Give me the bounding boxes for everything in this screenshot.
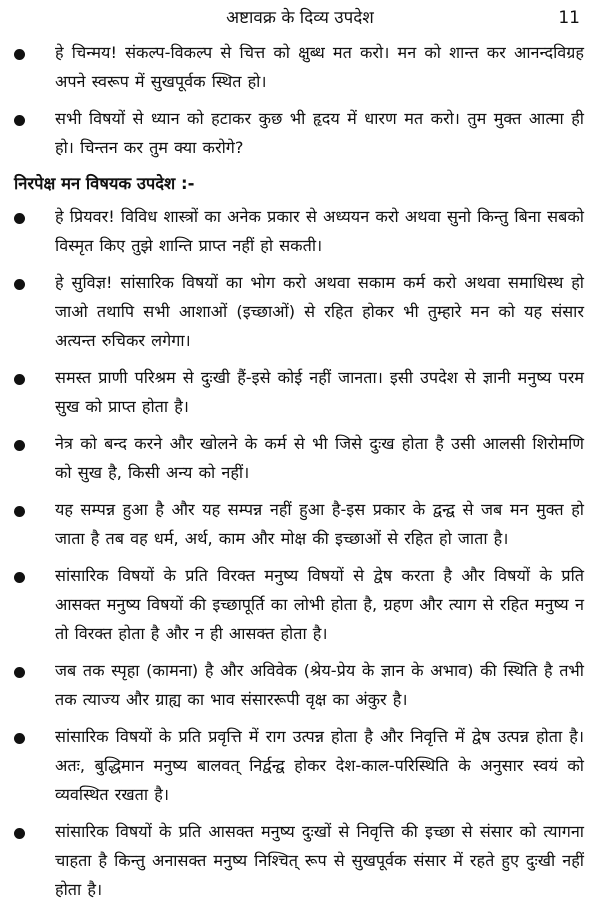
bullet-item [0, 817, 600, 904]
bullet-text: सांसारिक विषयों के प्रति विरक्त मनुष्य विषयों से द्वेष करता है और विषयों के प्रति आसक्त मनुष्य विषयों की इच्छापूर्ति का लोभी होता है, ग्रहण और त्याग से रहित मनुष्य न तो विरक्त होता है और न ही आसक्त होता है। [55, 566, 584, 643]
bullet-item [0, 722, 600, 809]
section-heading: निरपेक्ष मन विषयक उपदेश :- [14, 174, 195, 193]
bullet-item [0, 429, 600, 487]
bullet-text: हे सुविज्ञ! सांसारिक विषयों का भोग करो अथवा सकाम कर्म करो अथवा समाधिस्थ हो जाओ तथापि सभी आशाओं (इच्छाओं) से रहित होकर भी तुम्हारे मन को यह संसार अत्यन्त रुचिकर लगेगा। [55, 273, 584, 350]
bullet-icon [14, 828, 25, 839]
bullet-text: हे प्रियवर! विविध शास्त्रों का अनेक प्रकार से अध्ययन करो अथवा सुनो किन्तु बिना सबको विस्मृत किए तुझे शान्ति प्राप्त नहीं हो सकती। [55, 207, 584, 255]
bullet-icon [14, 49, 25, 60]
page-number: 11 [558, 8, 580, 28]
bullet-text: सांसारिक विषयों के प्रति आसक्त मनुष्य दुःखों से निवृत्ति की इच्छा से संसार को त्यागना चाहता है किन्तु अनासक्त मनुष्य निश्चित् रूप से सुखपूर्वक संसार में रहते हुए दुःखी नहीं होता है। [55, 822, 584, 899]
bullet-text: यह सम्पन्न हुआ है और यह सम्पन्न नहीं हुआ है-इस प्रकार के द्वन्द्व से जब मन मुक्त हो जाता है तब वह धर्म, अर्थ, काम और मोक्ष की इच्छाओं से रहित हो जाता है। [55, 500, 584, 548]
bullet-text: हे चिन्मय! संकल्प-विकल्प से चित्त को क्षुब्ध मत करो। मन को शान्त कर आनन्दविग्रह अपने स्वरूप में सुखपूर्वक स्थित हो। [55, 43, 584, 91]
bullet-icon [14, 440, 25, 451]
bullet-item [0, 104, 600, 162]
bullet-item [0, 561, 600, 648]
page-body [0, 38, 600, 912]
bullet-item [0, 363, 600, 421]
bullet-icon [14, 213, 25, 224]
bullet-item [0, 38, 600, 96]
running-title: अष्टावक्र के दिव्य उपदेश [226, 8, 374, 28]
bullet-text: समस्त प्राणी परिश्रम से दुःखी हैं-इसे कोई नहीं जानता। इसी उपदेश से ज्ञानी मनुष्य परम सुख को प्राप्त होता है। [55, 368, 584, 416]
bullet-icon [14, 506, 25, 517]
bullet-icon [14, 667, 25, 678]
bullet-text: सांसारिक विषयों के प्रति प्रवृत्ति में राग उत्पन्न होता है और निवृत्ति में द्वेष उत्पन्न होता है। अतः, बुद्धिमान मनुष्य बालवत् निर्द्वन्द्व होकर देश-काल-परिस्थिति के अनुसार स्वयं को व्यवस्थित रखता है। [55, 727, 584, 804]
bullet-icon [14, 733, 25, 744]
running-header [0, 6, 600, 30]
bullet-icon [14, 279, 25, 290]
bullet-item [0, 202, 600, 260]
bullet-icon [14, 115, 25, 126]
bullet-item [0, 268, 600, 355]
bullet-item [0, 495, 600, 553]
bullet-text: जब तक स्पृहा (कामना) है और अविवेक (श्रेय-प्रेय के ज्ञान के अभाव) की स्थिति है तभी तक त्याज्य और ग्राह्य का भाव संसाररूपी वृक्ष का अंकुर है। [55, 661, 584, 709]
bullet-icon [14, 572, 25, 583]
bullet-icon [14, 374, 25, 385]
bullet-item [0, 656, 600, 714]
bullet-text: नेत्र को बन्द करने और खोलने के कर्म से भी जिसे दुःख होता है उसी आलसी शिरोमणि को सुख है, किसी अन्य को नहीं। [55, 434, 584, 482]
bullet-text: सभी विषयों से ध्यान को हटाकर कुछ भी हृदय में धारण मत करो। तुम मुक्त आत्मा ही हो। चिन्तन कर तुम क्या करोगे? [55, 109, 584, 157]
